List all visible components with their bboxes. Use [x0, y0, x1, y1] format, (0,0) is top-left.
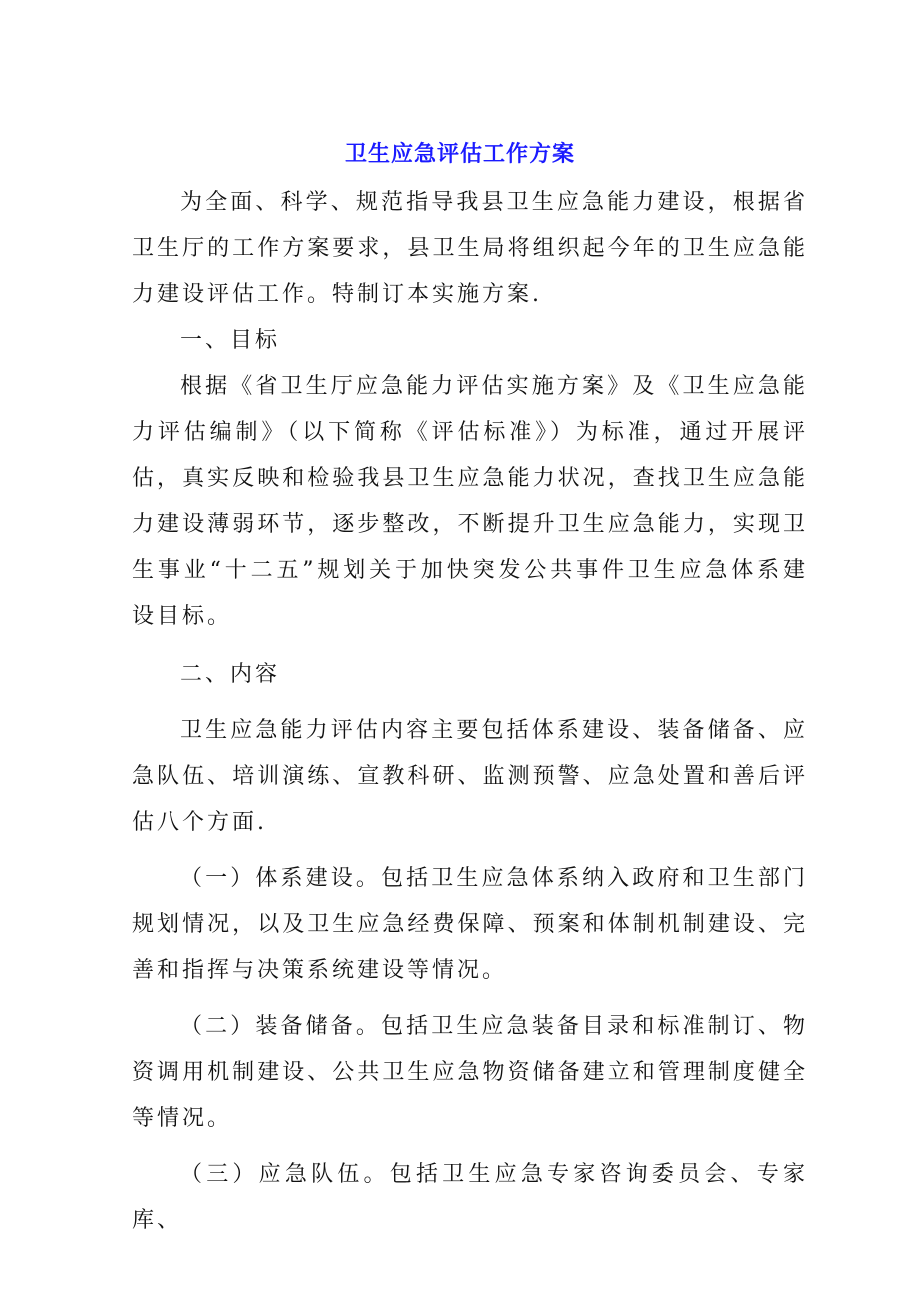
content-item-team: （三）应急队伍。包括卫生应急专家咨询委员会、专家库、: [132, 1162, 808, 1233]
goal-paragraph: 根据《省卫生厅应急能力评估实施方案》及《卫生应急能力评估编制》（以下简称《评估标准》）为标准，通过开展评估，真实反映和检验我县卫生应急能力状况，查找卫生应急能力建设薄弱环节，逐步整改，不断提升卫生应急能力，实现卫生事业“十二五”规划关于加快突发公共事件卫生应急体系建设目标。: [132, 374, 808, 629]
item-spacer: [132, 1142, 808, 1152]
section-heading-content: 二、内容: [180, 662, 281, 687]
document-title: 卫生应急评估工作方案: [344, 142, 575, 167]
item-spacer: [132, 994, 808, 1004]
content-item-system: （一）体系建设。包括卫生应急体系纳入政府和卫生部门规划情况，以及卫生应急经费保障、预案和体制机制建设、完善和指挥与决策系统建设等情况。: [132, 866, 808, 983]
document-body: [132, 180, 808, 1244]
item-spacer: [132, 846, 808, 856]
section-spacer: [132, 698, 808, 708]
intro-paragraph: 为全面、科学、规范指导我县卫生应急能力建设，根据省卫生厅的工作方案要求，县卫生局将组织起今年的卫生应急能力建设评估工作。特制订本实施方案.: [132, 190, 808, 307]
section-heading-goal: 一、目标: [180, 328, 281, 353]
content-item-equipment: （二）装备储备。包括卫生应急装备目录和标准制订、物资调用机制建设、公共卫生应急物资储备建立和管理制度健全等情况。: [132, 1014, 808, 1131]
section-spacer: [132, 640, 808, 652]
content-paragraph: 卫生应急能力评估内容主要包括体系建设、装备储备、应急队伍、培训演练、宣教科研、监测预警、应急处置和善后评估八个方面.: [132, 718, 808, 835]
